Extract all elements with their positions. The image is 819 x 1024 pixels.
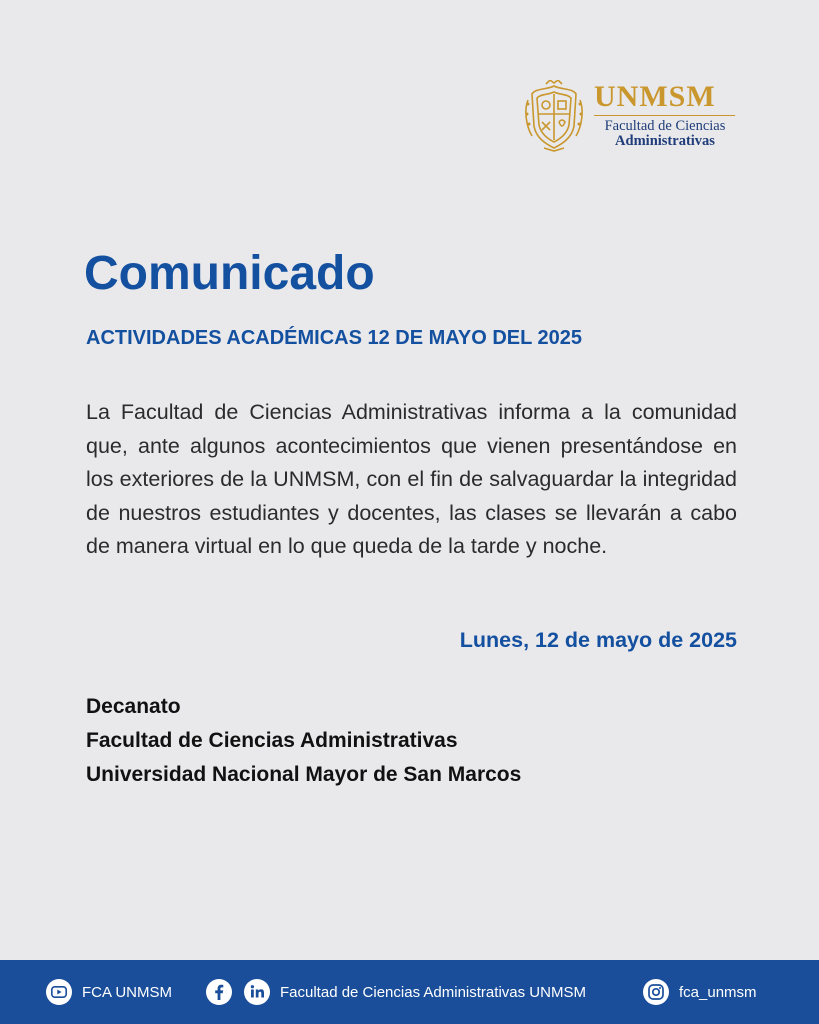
university-seal-icon: [524, 80, 584, 152]
youtube-label: FCA UNMSM: [82, 983, 172, 1001]
social-footer: [0, 960, 819, 1024]
facebook-linkedin-link[interactable]: [206, 979, 586, 1005]
logo-title: UNMSM: [594, 80, 716, 113]
instagram-icon: [643, 979, 669, 1005]
signature-block: [86, 690, 521, 792]
youtube-link[interactable]: [46, 979, 172, 1005]
facebook-icon: [206, 979, 232, 1005]
facebook-linkedin-label: Facultad de Ciencias Administrativas UNMSM: [280, 983, 586, 1001]
signature-line-office: Decanato: [86, 695, 181, 718]
signature-line-university: Universidad Nacional Mayor de San Marcos: [86, 763, 522, 786]
logo-subtitle-line1: Facultad de Ciencias: [604, 118, 726, 134]
announcement-date: Lunes, 12 de mayo de 2025: [459, 628, 737, 652]
announcement-subtitle: ACTIVIDADES ACADÉMICAS 12 DE MAYO DEL 2025: [86, 327, 583, 349]
instagram-label: fca_unmsm: [679, 983, 757, 1001]
logo-divider: [594, 115, 735, 116]
announcement-body: La Facultad de Ciencias Administrativas informa a la comunidad que, ante algunos acontecimientos que vienen presentándose en los exteriores de la UNMSM, con el fin de salvaguardar la integridad de nuestros estudiantes y docentes, las clases se llevarán a cabo de manera virtual en lo que queda de la tarde y noche.: [86, 400, 737, 558]
instagram-link[interactable]: [643, 979, 757, 1005]
unmsm-logo: [524, 80, 744, 154]
logo-subtitle-line2: Administrativas: [615, 133, 715, 149]
page-title: Comunicado: [84, 247, 375, 300]
signature-line-faculty: Facultad de Ciencias Administrativas: [86, 729, 458, 752]
youtube-icon: [46, 979, 72, 1005]
linkedin-icon: [244, 979, 270, 1005]
